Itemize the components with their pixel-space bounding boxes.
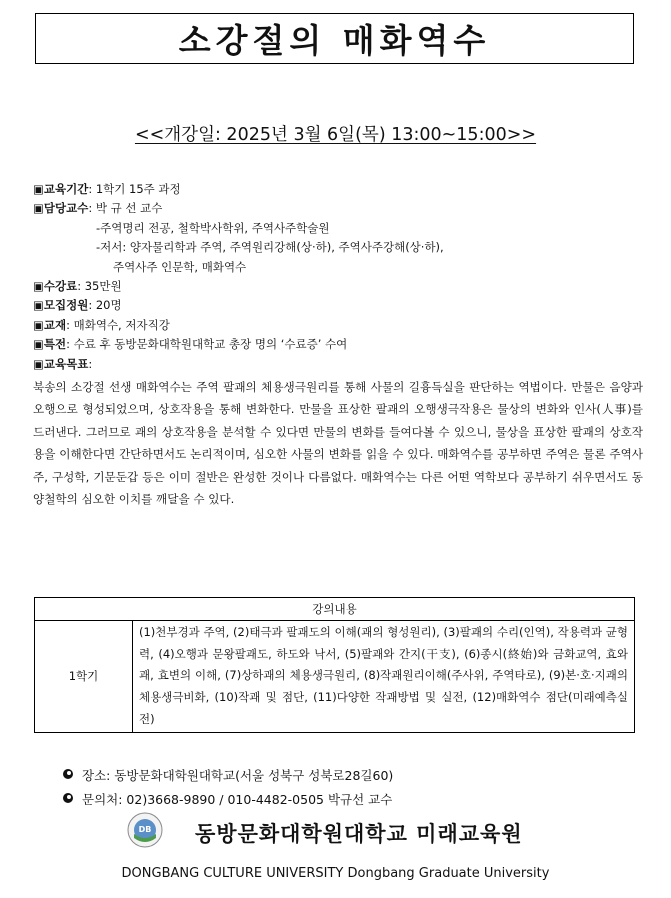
course-content-cell: (1)천부경과 주역, (2)태극과 팔괘도의 이해(괘의 형성원리), (3)팔괘의 수리(인역), 작용력과 균형력, (4)오행과 문왕팔괘도, 하도와 낙서, (5)팔괘와 간지(干支), (6)종시(終始)와 금화교역, 효와 괘, 효변의 이해, (7)상하괘의 체용생극원리, (8)작괘원리이해(주사위, 주역타로), (9)본·호·지괘의 체용생극비화, (10)작괘 및 점단, (11)다양한 작괘방법 및 실전, (12)매화역수 점단(미래예측실전) [133, 621, 635, 733]
instructor-works-2: 주역사주 인문학, 매화역수 [113, 259, 247, 274]
square-bullet-icon: ▣ [33, 337, 44, 352]
info-period [33, 180, 643, 199]
course-table-header-row [35, 598, 635, 621]
page-title: 소강절의 매화역수 [178, 21, 491, 60]
course-info [33, 180, 643, 510]
pointer-bullet-icon [62, 792, 82, 807]
info-goal [33, 355, 643, 374]
location-text: 장소: 동방문화대학원대학교(서울 성북구 성북로28길60) [82, 768, 394, 783]
title-box [35, 13, 634, 64]
pointer-bullet-icon [62, 768, 82, 783]
organization-english-name: DONGBANG CULTURE UNIVERSITY Dongbang Graduate University [121, 866, 550, 881]
square-bullet-icon: ▣ [33, 317, 44, 332]
instructor-career: -주역명리 전공, 철학박사학위, 주역사주학술원 [96, 220, 330, 235]
table-row [35, 621, 635, 733]
info-fee [33, 277, 643, 296]
contact-inquiry [62, 790, 392, 808]
benefit-value: : 수료 후 동방문화대학원대학교 총장 명의 ‘수료증’ 수여 [66, 337, 348, 352]
info-benefit [33, 335, 643, 354]
square-bullet-icon: ▣ [33, 298, 44, 313]
period-value: : 1학기 15주 과정 [88, 182, 181, 196]
university-logo-icon [127, 812, 163, 848]
course-table [34, 597, 635, 733]
instructor-works-1: -저서: 양자물리학과 주역, 주역원리강해(상·하), 주역사주강해(상·하), [96, 240, 444, 255]
square-bullet-icon: ▣ [33, 182, 44, 196]
square-bullet-icon: ▣ [33, 201, 44, 216]
square-bullet-icon: ▣ [33, 356, 44, 371]
instructor-value: : 박 규 선 교수 [88, 201, 163, 216]
course-table-header: 강의내용 [35, 598, 635, 621]
capacity-value: : 20명 [88, 298, 122, 313]
square-bullet-icon: ▣ [33, 278, 44, 293]
contact-location [62, 766, 393, 784]
inquiry-text: 문의처: 02)3668-9890 / 010-4482-0505 박규선 교수 [82, 792, 393, 807]
capacity-label: 모집정원 [43, 298, 89, 313]
opening-date: <<개강일: 2025년 3월 6일(목) 13:00~15:00>> [134, 125, 537, 145]
textbook-value: : 매화역수, 저자직강 [66, 317, 170, 332]
instructor-label: 담당교수 [43, 201, 89, 216]
info-instructor [33, 199, 643, 218]
textbook-label: 교재 [43, 317, 67, 332]
fee-label: 수강료 [43, 278, 78, 293]
info-textbook [33, 316, 643, 335]
benefit-label: 특전 [43, 337, 67, 352]
organization-name: 동방문화대학원대학교 미래교육원 [195, 822, 523, 846]
fee-value: : 35만원 [77, 278, 122, 293]
goal-value: : [88, 356, 93, 371]
period-label: 교육기간 [43, 182, 89, 196]
goal-paragraph: 북송의 소강절 선생 매화역수는 주역 팔괘의 체용생극원리를 통해 사물의 길흉득실을 판단하는 역법이다. 만물은 음양과 오행으로 형성되었으며, 상호작용을 통해 변화한다. 만물을 표상한 팔괘의 오행생극작용은 물상의 변화와 인사(人事)를 드러낸다. 그러므로 괘의 상호작용을 분석할 수 있다면 만물의 변화를 들여다볼 수 있으니, 물상을 표상한 팔괘의 상호작용을 이해한다면 간단하면서도 논리적이며, 심오한 사물의 변화를 읽을 수 있다. 매화역수를 공부하면 주역은 물론 주역사주, 구성학, 기문둔갑 등은 이미 절반은 완성한 것이나 다름없다. 매화역수는 다른 어떤 역학보다 공부하기 쉬우면서도 동양철학의 심오한 이치를 깨달을 수 있다. [33, 379, 643, 506]
logo-text: DB [138, 825, 152, 834]
goal-label: 교육목표 [43, 356, 89, 371]
semester-cell: 1학기 [35, 621, 133, 733]
info-capacity [33, 296, 643, 315]
